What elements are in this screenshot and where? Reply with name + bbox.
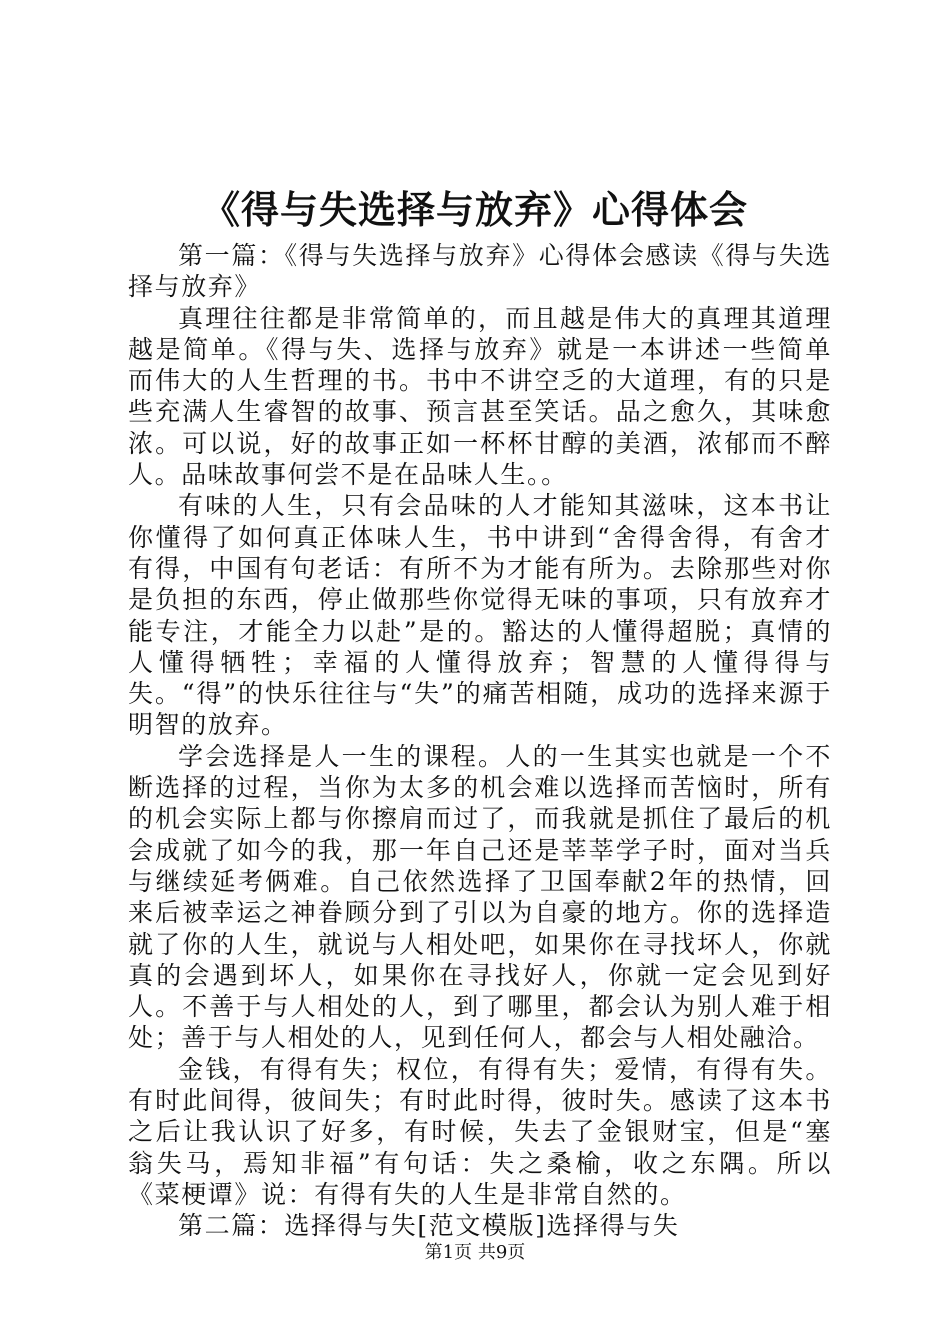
paragraph-3: 有味的人生，只有会品味的人才能知其滋味，这本书让你懂得了如何真正体味人生，书中讲到“舍得舍得，有舍才有得，中国有句老话：有所不为才能有所为。去除那些对你是负担的东西，停止做那些你觉得无味的事项，只有放弃才能专注，才能全力以赴”是的。豁达的人懂得超脱；真情的人懂得牺牲；幸福的人懂得放弃；智慧的人懂得得与失。“得”的快乐往往与“失”的痛苦相随，成功的选择来源于明智的放弃。 — [128, 491, 832, 740]
paragraph-4: 学会选择是人一生的课程。人的一生其实也就是一个不断选择的过程，当你为太多的机会难以选择而苦恼时，所有的机会实际上都与你擦肩而过了，而我就是抓住了最后的机会成就了如今的我，那一年自己还是莘莘学子时，面对当兵与继续延考俩难。自己依然选择了卫国奉献2年的热情，回来后被幸运之神眷顾分到了引以为自豪的地方。你的选择造就了你的人生，就说与人相处吧，如果你在寻找坏人，你就真的会遇到坏人，如果你在寻找好人，你就一定会见到好人。不善于与人相处的人，到了哪里，都会认为别人难于相处；善于与人相处的人，见到任何人，都会与人相处融洽。 — [128, 741, 832, 1053]
paragraph-2: 真理往往都是非常简单的，而且越是伟大的真理其道理越是简单。《得与失、选择与放弃》就是一本讲述一些简单而伟大的人生哲理的书。书中不讲空乏的大道理，有的只是些充满人生睿智的故事、预言甚至笑话。品之愈久，其味愈浓。可以说，好的故事正如一杯杯甘醇的美酒，浓郁而不醉人。品味故事何尝不是在品味人生。。 — [128, 303, 832, 490]
document-title: 《得与失选择与放弃》心得体会 — [201, 187, 748, 232]
paragraph-6: 第二篇：选择得与失[范文模版]选择得与失 — [178, 1211, 680, 1241]
document-body — [128, 240, 832, 1242]
paragraph-5: 金钱，有得有失；权位，有得有失；爱情，有得有失。有时此间得，彼间失；有时此时得，彼时失。感读了这本书之后让我认识了好多，有时候，失去了金银财宝，但是“塞翁失马，焉知非福”有句话：失之桑榆，收之东隅。所以《菜梗谭》说：有得有失的人生是非常自然的。 — [128, 1054, 832, 1209]
paragraph-1: 第一篇：《得与失选择与放弃》心得体会感读《得与失选择与放弃》 — [128, 241, 832, 302]
page-number-footer: 第1页 共9页 — [424, 1242, 526, 1263]
